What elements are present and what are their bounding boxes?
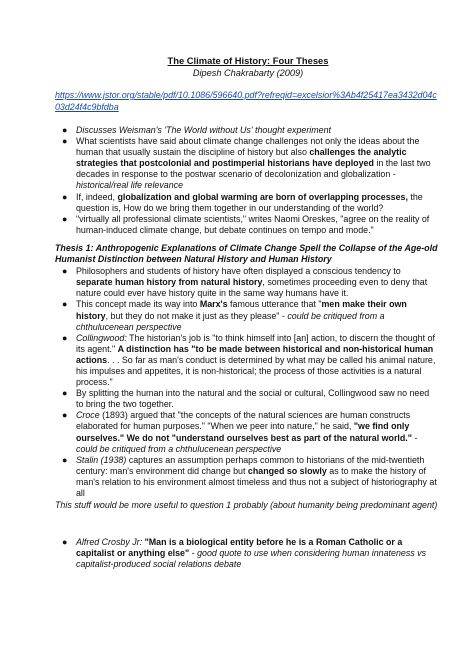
bold-text: Marx's <box>199 299 228 310</box>
body-text: This concept made its way into <box>76 299 200 310</box>
bold-text: challenges the analytic strategies that postcolonial and postimperial historians have deployed <box>76 147 407 169</box>
body-text: as to make the history of man's relation to his environment almost timeless and thus not a subject of historiography at all <box>76 465 437 498</box>
list-item <box>58 214 438 236</box>
margin-note: This stuff would be more useful to question 1 probably (about humanity being predominant agent) <box>55 500 438 511</box>
body-text: , but they do not make it just as they please" - <box>105 310 288 321</box>
body-text: the question is, How do we bring them together in our understanding of the world? <box>76 191 423 213</box>
bold-text: "Man is a biological entity before he is a Roman Catholic or a capitalist or anything else" <box>76 537 403 559</box>
bold-text: globalization and global warming are born of overlapping processes, <box>117 191 408 202</box>
italic-text: Alfred Crosby Jr: <box>76 537 143 548</box>
body-text: . . . So far as man's conduct is determined by what may be called his animal nature, his impulses and appetites, it is non-historical; the process of those activities is a natural process." <box>76 354 436 388</box>
thesis-bullet-list <box>58 266 438 499</box>
body-text: (1893) argued that "the concepts of the natural sciences are human constructs elaborated for human purposes." "When we peer into nature," he said, <box>76 410 411 432</box>
bullet-icon: ● <box>62 191 68 202</box>
list-item <box>58 455 438 499</box>
bold-text: A distinction has "to be made between historical and non-historical human actions <box>76 343 434 365</box>
body-text: What scientists have said about climate change challenges not only the ideas about the human that usually sustain the discipline of history but also <box>76 136 420 158</box>
list-item <box>58 136 438 191</box>
body-text: , sometimes proceeding even to deny that nature could ever have history quite in the same way humans have it. <box>76 277 428 299</box>
bullet-icon: ● <box>62 125 68 135</box>
bold-text: changed so slowly <box>247 465 327 476</box>
closing-bullet-list <box>58 537 438 570</box>
italic-text: Collingwood: <box>76 332 127 343</box>
bullet-icon: ● <box>62 136 68 147</box>
document-author: Dipesh Chakrabarty (2009) <box>192 68 304 78</box>
bold-text: separate human history from natural history <box>76 277 263 288</box>
italic-text: historical/real life relevance <box>76 180 184 191</box>
italic-text: Stalin (1938) <box>76 454 127 465</box>
italic-text: Croce <box>76 410 100 421</box>
list-item <box>58 125 438 136</box>
bullet-icon: ● <box>62 299 68 310</box>
list-item <box>58 299 438 332</box>
list-item <box>58 266 438 299</box>
body-text: famous utterance that " <box>227 299 322 310</box>
bullet-icon: ● <box>62 213 68 224</box>
body-text: - <box>411 432 418 443</box>
italic-text: Discusses Weisman's 'The World without Us' thought experiment <box>76 125 331 135</box>
document-title: The Climate of History: Four Theses <box>167 55 329 66</box>
body-text: - <box>189 548 198 559</box>
bullet-icon: ● <box>62 266 68 277</box>
italic-text: good quote to use when considering human innateness vs capitalist-produced social relations debate <box>76 548 427 570</box>
source-link[interactable]: https://www.jstor.org/stable/pdf/10.1086/596640.pdf?refreqid=excelsior%3Ab4f25417ea3432d04c03d24f4c9bfdba <box>55 90 437 112</box>
bullet-icon: ● <box>62 537 68 548</box>
body-text: "virtually all professional climate scientists," writes Naomi Oreskes, "agree on the reality of human-induced climate change, but debate continues on tempo and mode." <box>76 213 430 235</box>
body-text: By splitting the human into the natural and the social or cultural, Collingwood saw no need to bring the two together. <box>76 388 430 410</box>
bullet-icon: ● <box>62 410 68 421</box>
bold-text: "we find only ourselves." We do not "understand ourselves best as part of the natural world." <box>76 421 412 443</box>
body-text: captures an assumption perhaps common to historians of the mid-twentieth century: man's environment did change but <box>76 454 425 476</box>
thesis-heading: Thesis 1: Anthropogenic Explanations of Climate Change Spell the Collapse of the Age-old Humanist Distinction between Natural History and Human History <box>55 242 438 265</box>
body-text: The historian's job is "to think himself into [an] action, to discern the thought of its agent." <box>76 332 435 354</box>
list-item <box>58 192 438 214</box>
italic-text: could be critiqued from a chthulucenean perspective <box>76 310 385 332</box>
list-item <box>58 388 438 410</box>
intro-bullet-list <box>58 125 438 236</box>
bullet-icon: ● <box>62 388 68 399</box>
bullet-icon: ● <box>62 332 68 343</box>
list-item <box>58 333 438 388</box>
list-item <box>58 537 438 570</box>
list-item <box>58 410 438 454</box>
italic-text: could be critiqued from a chthulucenean perspective <box>76 443 282 454</box>
bold-text: men make their own history <box>76 299 407 321</box>
body-text: If, indeed, <box>76 191 118 202</box>
bullet-icon: ● <box>62 454 68 465</box>
body-text: in the last two decades in response to the postwar scenario of decolonization and globalization - <box>76 158 431 180</box>
body-text: Philosophers and students of history have often displayed a conscious tendency to <box>76 266 401 277</box>
